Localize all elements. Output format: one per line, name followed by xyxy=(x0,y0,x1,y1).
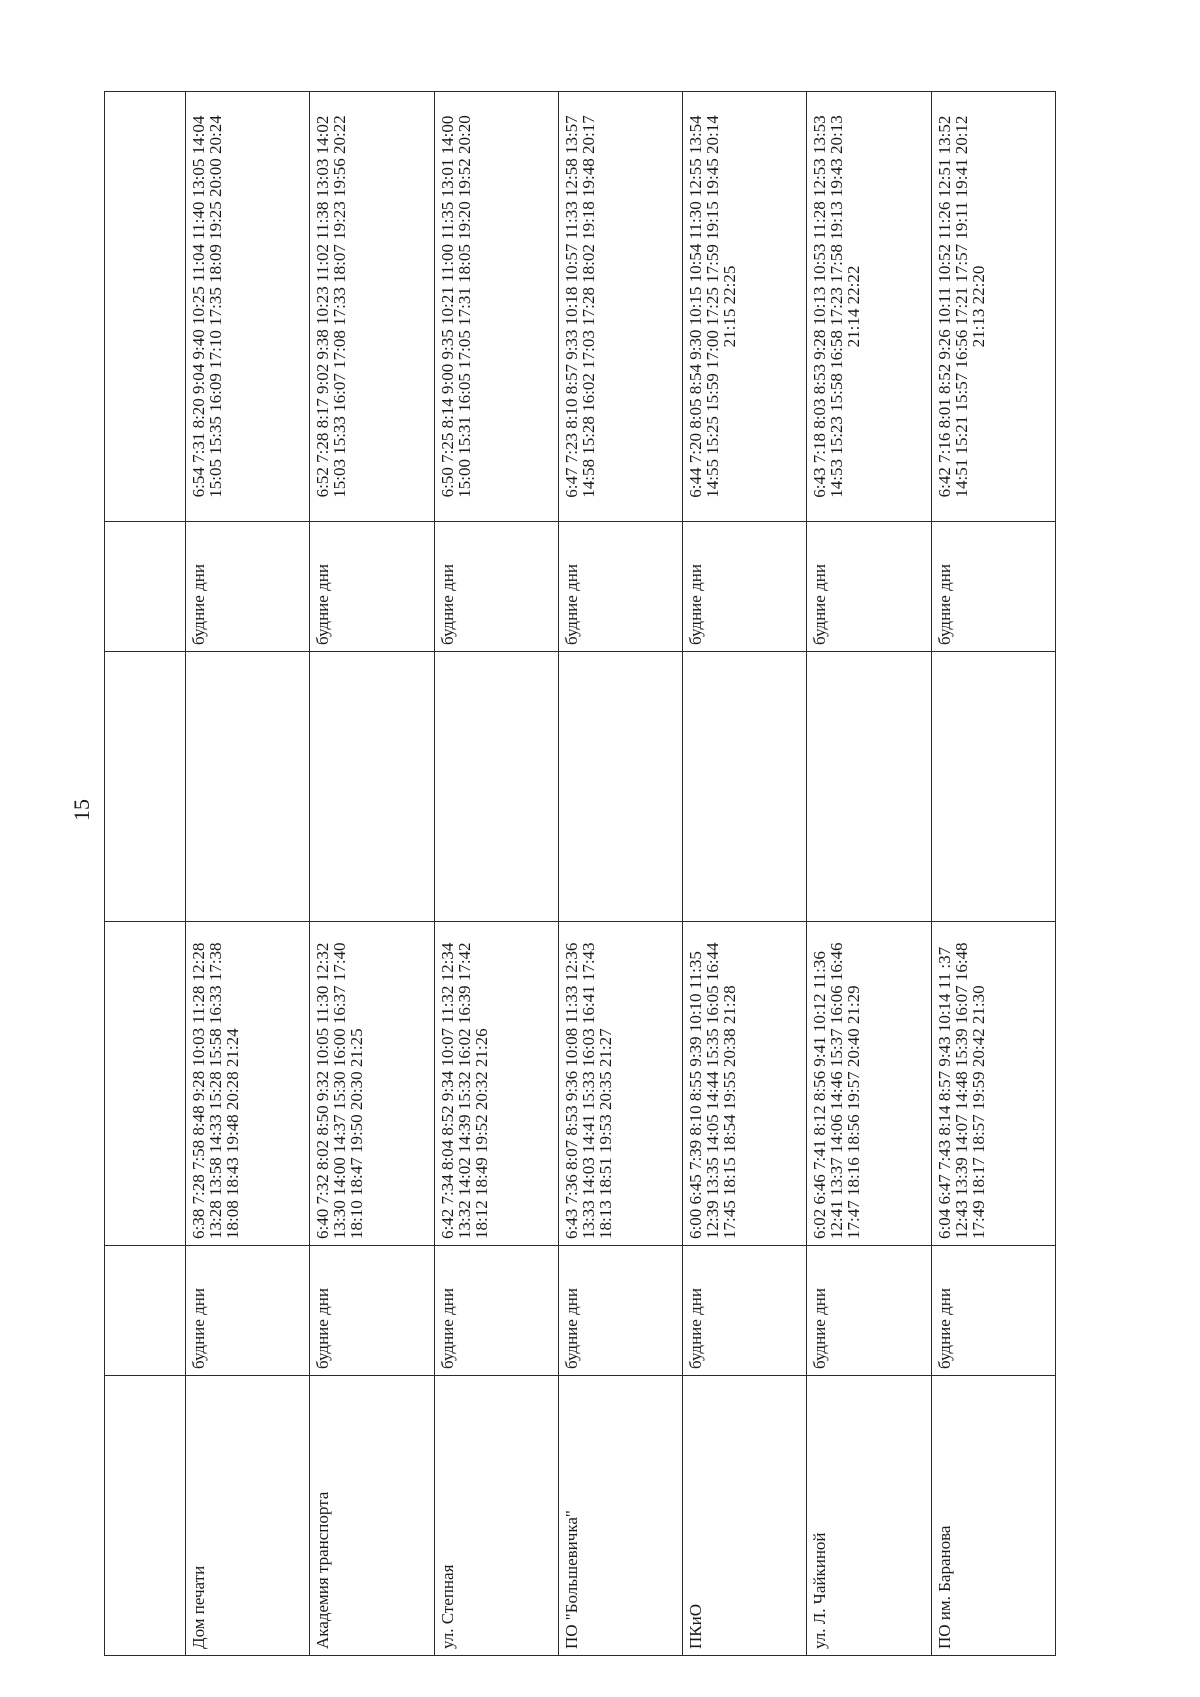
times-dir2: 6:43 7:18 8:03 8:53 9:28 10:13 10:53 11:28 12:53 13:53 14:53 15:23 15:58 16:58 17:23 17:58 19:13 19:43 20:13 21:14 22:22 xyxy=(807,92,931,522)
day-type-dir1: будние дни xyxy=(807,1246,931,1376)
empty-cell xyxy=(310,652,434,922)
stop-name: ПКиО xyxy=(683,1376,807,1656)
empty-cell xyxy=(558,652,682,922)
table-row xyxy=(807,92,931,1656)
table-row xyxy=(558,92,682,1656)
stop-name: ул. Степная xyxy=(434,1376,558,1656)
stop-name: ПО им. Баранова xyxy=(931,1376,1055,1656)
empty-cell xyxy=(931,652,1055,922)
times-dir1: 6:02 6:46 7:41 8:12 8:56 9:41 10:12 11:36 12:41 13:37 14:06 14:46 15:37 16:06 16:46 17:47 18:16 18:56 19:57 20:40 21:29 xyxy=(807,922,931,1246)
times-dir1: 6:43 7:36 8:07 8:53 9:36 10:08 11:33 12:36 13:33 14:03 14:41 15:33 16:03 16:41 17:43 18:13 18:51 19:53 20:35 21:27 xyxy=(558,922,682,1246)
page-number: 15 xyxy=(69,799,94,821)
rotated-table-wrapper xyxy=(104,92,1056,1656)
times-dir1: 6:04 6:47 7:43 8:14 8:57 9:43 10:14 11 :37 12:43 13:39 14:07 14:48 15:39 16:07 16:48 17:49 18:17 18:57 19:59 20:42 21:30 xyxy=(931,922,1055,1246)
schedule-table xyxy=(104,91,1056,1656)
header-cell xyxy=(105,922,186,1246)
day-type-dir1: будние дни xyxy=(186,1246,310,1376)
stop-name: ПО "Большевичка" xyxy=(558,1376,682,1656)
stop-name: Дом печати xyxy=(186,1376,310,1656)
times-dir2: 6:50 7:25 8:14 9:00 9:35 10:21 11:00 11:35 13:01 14:00 15:00 15:31 16:05 17:05 17:31 18:05 19:20 19:52 20:20 xyxy=(434,92,558,522)
header-cell xyxy=(105,652,186,922)
times-dir2: 6:52 7:28 8:17 9:02 9:38 10:23 11:02 11:38 13:03 14:02 15:03 15:33 16:07 17:08 17:33 18:07 19:23 19:56 20:22 xyxy=(310,92,434,522)
empty-cell xyxy=(807,652,931,922)
times-dir1: 6:42 7:34 8:04 8:52 9:34 10:07 11:32 12:34 13:32 14:02 14:39 15:32 16:02 16:39 17:42 18:12 18:49 19:52 20:32 21:26 xyxy=(434,922,558,1246)
day-type-dir1: будние дни xyxy=(434,1246,558,1376)
table-header-row xyxy=(105,92,186,1656)
stop-name: Академия транспорта xyxy=(310,1376,434,1656)
table-row xyxy=(931,92,1055,1656)
day-type-dir2: будние дни xyxy=(807,522,931,652)
empty-cell xyxy=(186,652,310,922)
header-cell xyxy=(105,92,186,522)
times-dir1: 6:38 7:28 7:58 8:48 9:28 10:03 11:28 12:28 13:28 13:58 14:33 15:28 15:58 16:33 17:38 18:08 18:43 19:48 20:28 21:24 xyxy=(186,922,310,1246)
day-type-dir2: будние дни xyxy=(931,522,1055,652)
times-dir2: 6:47 7:23 8:10 8:57 9:33 10:18 10:57 11:33 12:58 13:57 14:58 15:28 16:02 17:03 17:28 18:02 19:18 19:48 20:17 xyxy=(558,92,682,522)
times-dir2: 6:54 7:31 8:20 9:04 9:40 10:25 11:04 11:40 13:05 14:04 15:05 15:35 16:09 17:10 17:35 18:09 19:25 20:00 20:24 xyxy=(186,92,310,522)
day-type-dir2: будние дни xyxy=(186,522,310,652)
day-type-dir2: будние дни xyxy=(310,522,434,652)
table-row xyxy=(186,92,310,1656)
day-type-dir1: будние дни xyxy=(310,1246,434,1376)
times-dir1: 6:40 7:32 8:02 8:50 9:32 10:05 11:30 12:32 13:30 14:00 14:37 15:30 16:00 16:37 17:40 18:10 18:47 19:50 20:30 21:25 xyxy=(310,922,434,1246)
empty-cell xyxy=(434,652,558,922)
times-dir2: 6:44 7:20 8:05 8:54 9:30 10:15 10:54 11:30 12:55 13:54 14:55 15:25 15:59 17:00 17:25 17:59 19:15 19:45 20:14 21:15 22:25 xyxy=(683,92,807,522)
table-row xyxy=(683,92,807,1656)
day-type-dir1: будние дни xyxy=(931,1246,1055,1376)
header-cell xyxy=(105,1246,186,1376)
day-type-dir2: будние дни xyxy=(558,522,682,652)
empty-cell xyxy=(683,652,807,922)
times-dir1: 6:00 6:45 7:39 8:10 8:55 9:39 10:10 11:35 12:39 13:35 14:05 14:44 15:35 16:05 16:44 17:45 18:15 18:54 19:55 20:38 21:28 xyxy=(683,922,807,1246)
stop-name: ул. Л. Чайкиной xyxy=(807,1376,931,1656)
table-row xyxy=(310,92,434,1656)
header-cell xyxy=(105,1376,186,1656)
day-type-dir1: будние дни xyxy=(683,1246,807,1376)
day-type-dir2: будние дни xyxy=(434,522,558,652)
times-dir2: 6:42 7:16 8:01 8:52 9:26 10:11 10:52 11:26 12:51 13:52 14:51 15:21 15:57 16:56 17:21 17:57 19:11 19:41 20:12 21:13 22:20 xyxy=(931,92,1055,522)
header-cell xyxy=(105,522,186,652)
day-type-dir1: будние дни xyxy=(558,1246,682,1376)
day-type-dir2: будние дни xyxy=(683,522,807,652)
table-row xyxy=(434,92,558,1656)
